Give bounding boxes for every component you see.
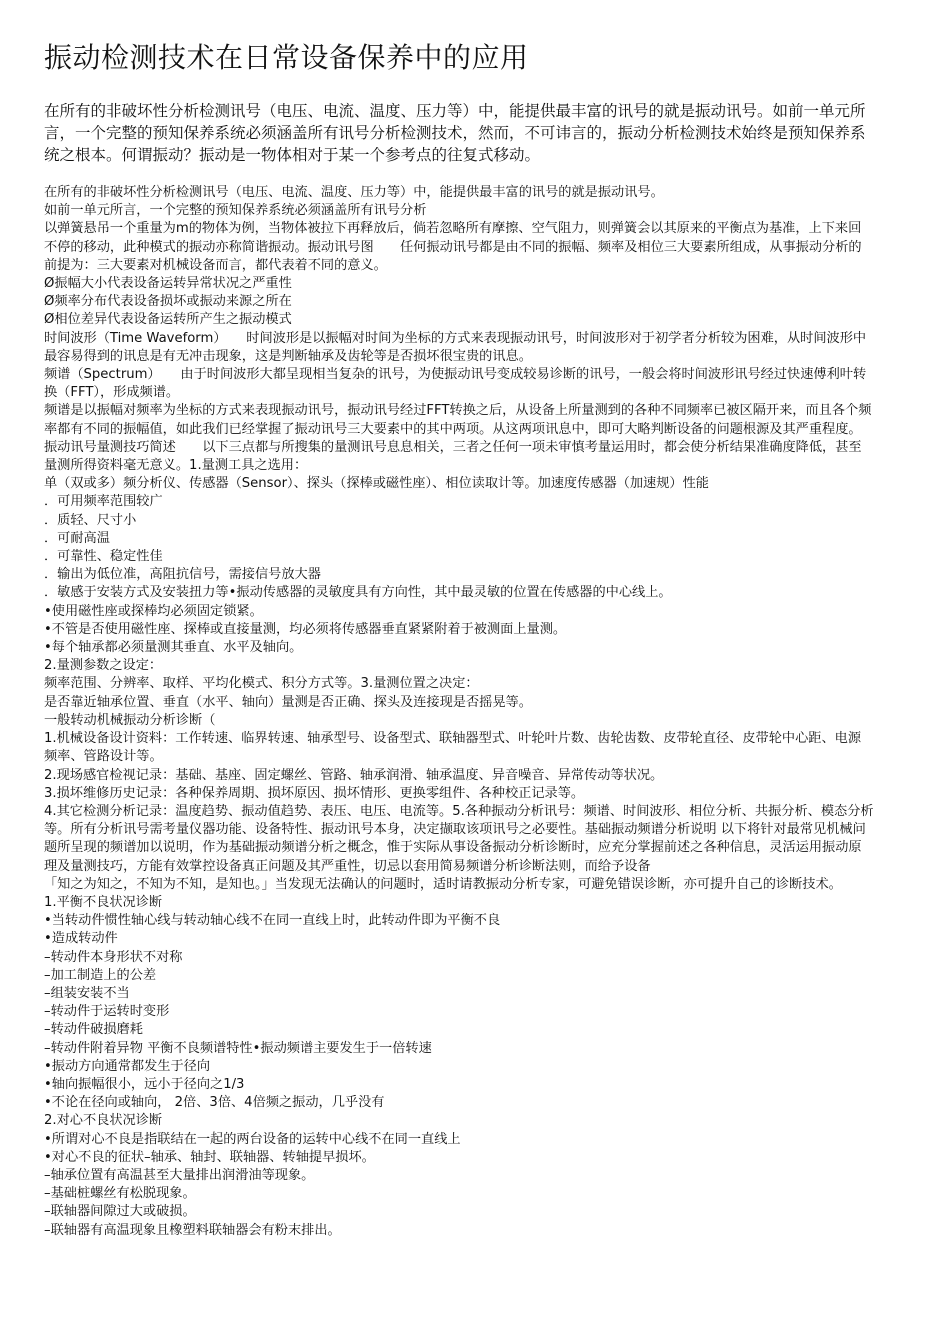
body-line: –转动件破损磨耗 — [44, 1022, 143, 1038]
body-line: 4.其它检测分析记录：温度趋势、振动值趋势、表压、电压、电流等。5.各种振动分析讯号：频谱、时间波形、相位分析、共振分析、模态分析等。所有分析讯号需考量仪器功能、设备特性、振动讯号本身，决定撷取该项讯号之必要性。基础振动频谱分析说明 以下将针对最常见机械问题所呈现的频谱加以说明，作为基础振动频谱分析之概念，惟于实际从事设备振动分析诊断时，应充分掌握前述之各种信息，灵活运用振动原理及量测技巧，方能有效掌控设备真正问题及其严重性，切忌以套用简易频谱分析诊断法则，而给予设备 — [44, 803, 874, 874]
body-line: 2.对心不良状况诊断 — [44, 1113, 163, 1129]
body-line: 以弹簧悬吊一个重量为m的物体为例，当物体被拉下再释放后，倘若忽略所有摩擦、空气阻力，则弹簧会以其原来的平衡点为基准，上下来回不停的移动，此种模式的振动亦称简谐振动。振动讯号图 任何振动讯号都是由不同的振幅、频率及相位三大要素所组成，从事振动分析的前提为：三大要素对机械设备而言，都代表着不同的意义。 — [44, 221, 862, 273]
body-line: Ø相位差异代表设备运转所产生之振动模式 — [44, 312, 292, 328]
body-line: •每个轴承都必须量测其垂直、水平及轴向。 — [44, 640, 303, 656]
body-line: 单（双或多）频分析仪、传感器（Sensor）、探头（探棒或磁性座）、相位读取计等。加速度传感器（加速规）性能 — [44, 476, 709, 492]
body-line: –轴承位置有高温甚至大量排出润滑油等现象。 — [44, 1167, 315, 1183]
body-line: •轴向振幅很小，远小于径向之1/3 — [44, 1076, 245, 1092]
body-line: •当转动件惯性轴心线与转动轴心线不在同一直线上时，此转动件即为平衡不良 — [44, 913, 501, 929]
body-line: •对心不良的征状–轴承、轴封、联轴器、转轴提早损坏。 — [44, 1149, 375, 1165]
document-title: 振动检测技术在日常设备保养中的应用 — [44, 41, 529, 74]
body-line: •振动方向通常都发生于径向 — [44, 1058, 211, 1074]
body-line: Ø振幅大小代表设备运转异常状况之严重性 — [44, 276, 292, 292]
body-text — [44, 184, 874, 1240]
body-line: 1.机械设备设计资料：工作转速、临界转速、轴承型号、设备型式、联轴器型式、叶轮叶片数、齿轮齿数、皮带轮直径、皮带轮中心距、电源频率、管路设计等。 — [44, 731, 862, 765]
body-line: –加工制造上的公差 — [44, 967, 157, 983]
body-line: –转动件本身形状不对称 — [44, 949, 183, 965]
body-line: 「知之为知之，不知为不知，是知也。」当发现无法确认的问题时，适时请教振动分析专家，可避免错误诊断，亦可提升自己的诊断技术。 — [44, 876, 842, 892]
body-line: 在所有的非破坏性分析检测讯号（电压、电流、温度、压力等）中，能提供最丰富的讯号的就是振动讯号。 — [44, 185, 664, 200]
body-line: 一般转动机械振动分析诊断（ — [44, 712, 216, 728]
body-line: –联轴器有高温现象且橡塑料联轴器会有粉末排出。 — [44, 1222, 341, 1238]
body-line: •造成转动件 — [44, 931, 118, 947]
body-line: •不论在径向或轴向， 2倍、3倍、4倍频之振动，几乎没有 — [44, 1095, 385, 1111]
body-line: –基础桩螺丝有松脱现象。 — [44, 1186, 196, 1202]
body-line: ．可耐高温 — [44, 530, 110, 546]
body-line: 如前一单元所言，一个完整的预知保养系统必须涵盖所有讯号分析 — [44, 203, 427, 219]
body-line: ．可用频率范围较广 — [44, 494, 163, 510]
body-line: 2.量测参数之设定： — [44, 658, 163, 674]
body-line: ．可靠性、稳定性佳 — [44, 549, 163, 565]
body-line: Ø频率分布代表设备损坏或振动来源之所在 — [44, 294, 292, 310]
body-line: –组装安装不当 — [44, 985, 130, 1001]
body-line: –联轴器间隙过大或破损。 — [44, 1204, 196, 1220]
body-line: –转动件于运转时变形 — [44, 1004, 170, 1020]
intro-paragraph: 在所有的非破坏性分析检测讯号（电压、电流、温度、压力等）中，能提供最丰富的讯号的就是振动讯号。如前一单元所言，一个完整的预知保养系统必须涵盖所有讯号分析检测技术，然而，不可讳言的，振动分析检测技术始终是预知保养系统之根本。何谓振动？振动是一物体相对于某一个参考点的往复式移动。 — [44, 102, 866, 164]
body-line: 振动讯号量测技巧简述 以下三点都与所搜集的量测讯号息息相关，三者之任何一项未审慎考量运用时，都会使分析结果准确度降低，甚至量测所得资料毫无意义。1.量测工具之选用： — [44, 439, 862, 474]
body-line: 1.平衡不良状况诊断 — [44, 894, 163, 910]
body-line: ．质轻、尺寸小 — [44, 512, 137, 528]
body-line: 频谱是以振幅对频率为坐标的方式来表现振动讯号，振动讯号经过FFT转换之后，从设备上所量测到的各种不同频率已被区隔开来，而且各个频率都有不同的振幅值，如此我们已经掌握了振动讯号三大要素中的其中两项。从这两项讯息中，即可大略判断设备的问题根源及其严重程度。 — [44, 403, 872, 437]
body-line: •所谓对心不良是指联结在一起的两台设备的运转中心线不在同一直线上 — [44, 1131, 461, 1147]
body-line: 3.损坏维修历史记录：各种保养周期、损坏原因、损坏情形、更换零组件、各种校正记录等。 — [44, 785, 585, 801]
body-line: ．输出为低位准，高阻抗信号，需接信号放大器 — [44, 567, 321, 583]
body-line: •使用磁性座或探棒均必须固定锁紧。 — [44, 603, 263, 619]
body-line: ．敏感于安装方式及安装扭力等•振动传感器的灵敏度具有方向性，其中最灵敏的位置在传感器的中心线上。 — [44, 585, 672, 601]
body-line: 时间波形（Time Waveform） 时间波形是以振幅对时间为坐标的方式来表现振动讯号，时间波形对于初学者分析较为困难，从时间波形中最容易得到的讯息是有无冲击现象，这是判断轴承及齿轮等是否损坏很宝贵的讯息。 — [44, 330, 867, 364]
body-line: •不管是否使用磁性座、探棒或直接量测，均必须将传感器垂直紧紧附着于被测面上量测。 — [44, 621, 567, 637]
body-line: 频率范围、分辨率、取样、平均化模式、积分方式等。3.量测位置之决定： — [44, 676, 479, 692]
body-line: 是否靠近轴承位置、垂直（水平、轴向）量测是否正确、探头及连接现是否摇晃等。 — [44, 694, 532, 710]
body-line: 2.现场感官检视记录：基础、基座、固定螺丝、管路、轴承润滑、轴承温度、异音噪音、异常传动等状况。 — [44, 767, 664, 783]
body-line: 频谱（Spectrum） 由于时间波形大都呈现相当复杂的讯号，为使振动讯号变成较易诊断的讯号，一般会将时间波形讯号经过快速傅利叶转换（FFT），形成频谱。 — [44, 367, 867, 401]
body-line: –转动件附着异物 平衡不良频谱特性•振动频谱主要发生于一倍转速 — [44, 1040, 432, 1056]
